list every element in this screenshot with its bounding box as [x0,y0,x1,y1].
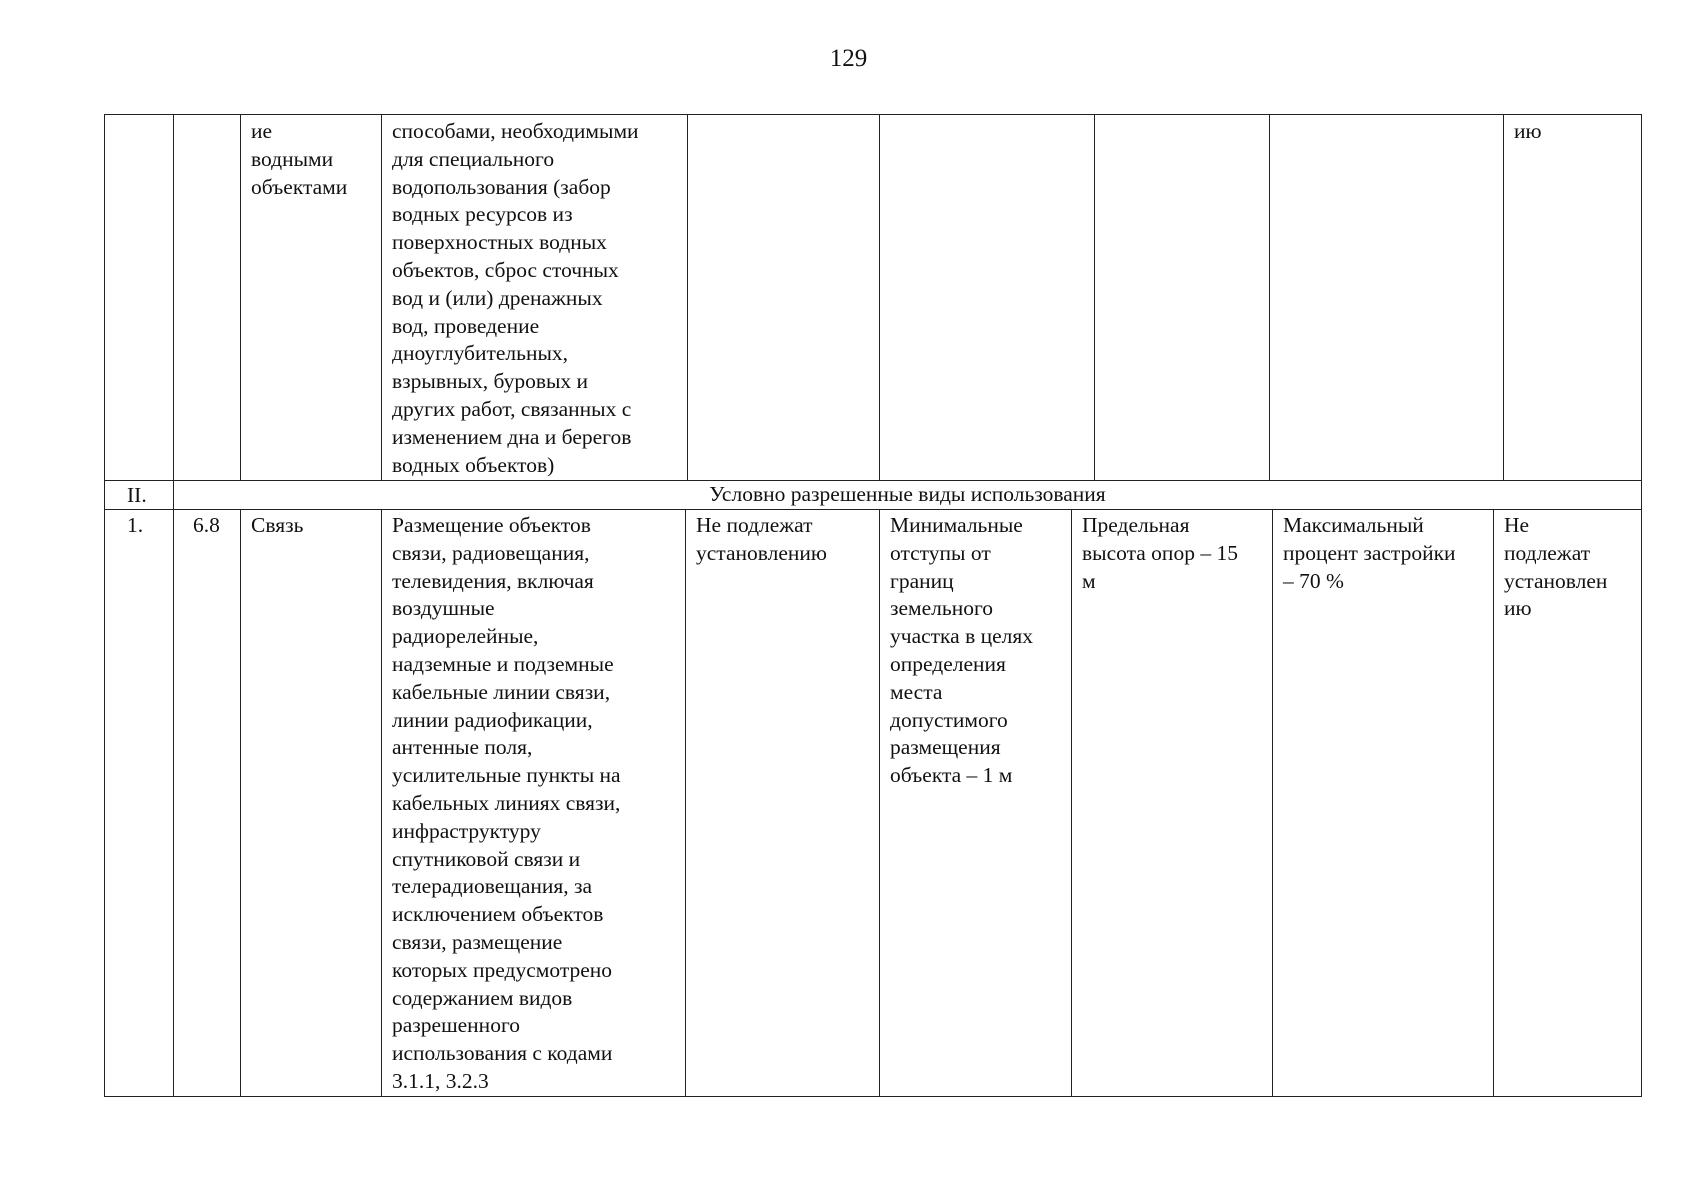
table-row-continuation [105,115,1642,481]
cell-use-description: способами, необходимыми для специального водопользования (забор водных ресурсов из поверхностных водных объектов, сброс сточных вод и (или) дренажных вод, проведение дноуглубительных, взрывных, буровых и других работ, связанных с изменением дна и берегов водных объектов) [382,115,688,480]
section-title-cell [174,481,1642,509]
regulations-table-lower [104,509,1642,1097]
item-other: Не подлежат установлен ию [1494,509,1642,1096]
regulations-table-upper [104,114,1642,510]
cell-number [105,115,174,480]
cell-coverage [1270,115,1504,480]
cell-height [1095,115,1270,480]
cell-plot-size [688,115,880,480]
section-title: Условно разрешенные виды использования [709,482,1106,506]
cell-code [174,115,241,480]
item-use-name: Связь [241,509,382,1096]
table-row-section [105,481,1642,510]
table-row-item [105,509,1642,1097]
item-plot-size: Не подлежат установлению [686,509,880,1096]
cell-use-name: ие водными объектами [241,115,382,480]
item-coverage: Максимальный процент застройки – 70 % [1273,509,1494,1096]
cell-setbacks [880,115,1095,480]
item-code: 6.8 [174,509,241,1096]
item-use-description: Размещение объектов связи, радиовещания, телевидения, включая воздушные радиорелейные, надземные и подземные кабельные линии связи, линии радиофикации, антенные поля, усилительные пункты на кабельных линиях связи, инфраструктуру спутниковой связи и телерадиовещания, за исключением объектов связи, размещение которых предусмотрено содержанием видов разрешенного использования с кодами 3.1.1, 3.2.3 [382,509,686,1096]
page-number: 129 [829,45,868,72]
item-height: Предельная высота опор – 15 м [1072,509,1273,1096]
item-number: 1. [105,509,174,1096]
cell-other: ию [1504,115,1642,480]
section-number: II. [105,481,174,509]
item-setbacks: Минимальные отступы от границ земельного участка в целях определения места допустимого размещения объекта – 1 м [880,509,1072,1096]
